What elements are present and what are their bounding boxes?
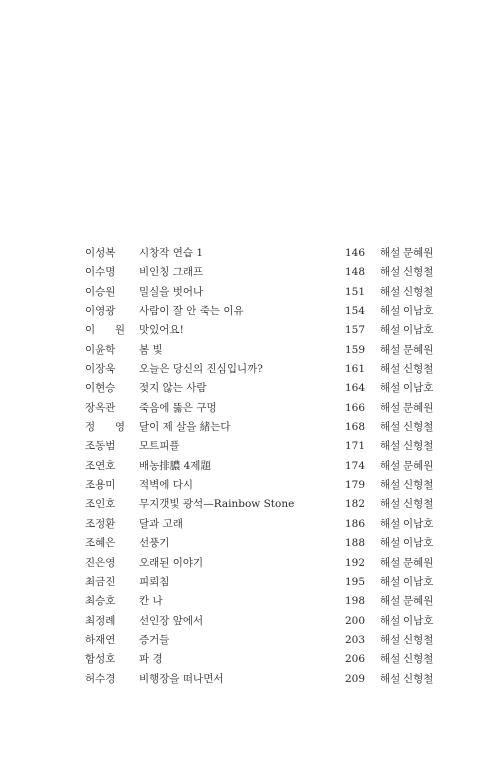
- entry-page-number: 192: [345, 556, 366, 569]
- entry-author: 조정환: [85, 517, 116, 530]
- entry-title: 오늘은 당신의 진심입니까?: [139, 363, 263, 376]
- entry-title: 오래된 이야기: [139, 556, 204, 569]
- commentary-label: 해설: [380, 498, 401, 511]
- toc-entry: [0, 418, 500, 437]
- commentator-name: 이남호: [403, 537, 434, 550]
- entry-page-number: 200: [345, 614, 366, 627]
- commentator-name: 문혜원: [403, 556, 434, 569]
- commentary-label: 해설: [380, 614, 401, 627]
- table-of-contents: [0, 244, 500, 689]
- entry-page-number: 159: [345, 343, 366, 356]
- entry-page-number: 179: [345, 479, 366, 492]
- entry-page-number: 148: [345, 266, 366, 279]
- entry-title: 달과 고래: [139, 517, 183, 530]
- commentator-name: 신형철: [403, 498, 434, 511]
- entry-author: 조연호: [85, 459, 116, 472]
- commentator-name: 이남호: [403, 305, 434, 318]
- commentator-name: 문혜원: [403, 459, 434, 472]
- commentator-name: 이남호: [403, 324, 434, 337]
- commentator-name: 신형철: [403, 363, 434, 376]
- commentary-label: 해설: [380, 343, 401, 356]
- commentary-label: 해설: [380, 305, 401, 318]
- entry-author: 조동범: [85, 440, 116, 453]
- commentator-name: 신형철: [403, 421, 434, 434]
- entry-author: 최정례: [85, 614, 116, 627]
- toc-entry: [0, 631, 500, 650]
- entry-page-number: 154: [345, 305, 366, 318]
- toc-entry: [0, 554, 500, 573]
- commentary-label: 해설: [380, 324, 401, 337]
- entry-author: 이윤학: [85, 343, 116, 356]
- commentary-label: 해설: [380, 479, 401, 492]
- entry-title: 죽음에 뚫은 구멍: [139, 401, 217, 414]
- toc-entry: [0, 515, 500, 534]
- entry-author: 정 영: [85, 421, 125, 434]
- entry-page-number: 174: [345, 459, 366, 472]
- entry-title: 칸 나: [139, 595, 163, 608]
- entry-title: 증거들: [139, 633, 170, 646]
- entry-author: 이영광: [85, 305, 116, 318]
- commentator-name: 문혜원: [403, 343, 434, 356]
- commentary-label: 해설: [380, 440, 401, 453]
- toc-entry: [0, 534, 500, 553]
- entry-author: 이승원: [85, 285, 116, 298]
- commentator-name: 신형철: [403, 479, 434, 492]
- commentary-label: 해설: [380, 653, 401, 666]
- entry-title: 파 경: [139, 653, 163, 666]
- entry-author: 조혜은: [85, 537, 116, 550]
- entry-page-number: 151: [345, 285, 366, 298]
- entry-title: 피뢰침: [139, 575, 170, 588]
- toc-entry: [0, 495, 500, 514]
- entry-author: 이 원: [85, 324, 125, 337]
- commentator-name: 신형철: [403, 653, 434, 666]
- commentator-name: 신형철: [403, 266, 434, 279]
- entry-page-number: 161: [345, 363, 366, 376]
- commentary-label: 해설: [380, 459, 401, 472]
- entry-title: 달이 제 살을 緒는다: [139, 421, 231, 434]
- commentary-label: 해설: [380, 421, 401, 434]
- entry-author: 최승호: [85, 595, 116, 608]
- entry-author: 조인호: [85, 498, 116, 511]
- commentary-label: 해설: [380, 382, 401, 395]
- entry-page-number: 203: [345, 633, 366, 646]
- entry-author: 이장욱: [85, 363, 116, 376]
- commentary-label: 해설: [380, 517, 401, 530]
- toc-entry: [0, 476, 500, 495]
- entry-page-number: 188: [345, 537, 366, 550]
- commentary-label: 해설: [380, 575, 401, 588]
- toc-entry: [0, 612, 500, 631]
- entry-page-number: 195: [345, 575, 366, 588]
- commentary-label: 해설: [380, 633, 401, 646]
- entry-title: 밀실을 벗어나: [139, 285, 204, 298]
- commentary-label: 해설: [380, 537, 401, 550]
- commentary-label: 해설: [380, 266, 401, 279]
- toc-entry: [0, 457, 500, 476]
- commentary-label: 해설: [380, 595, 401, 608]
- entry-author: 진은영: [85, 556, 116, 569]
- entry-author: 하재연: [85, 633, 116, 646]
- entry-author: 최금진: [85, 575, 116, 588]
- entry-title: 적벽에 다시: [139, 479, 194, 492]
- entry-page-number: 166: [345, 401, 366, 414]
- toc-entry: [0, 573, 500, 592]
- entry-page-number: 186: [345, 517, 366, 530]
- entry-page-number: 182: [345, 498, 366, 511]
- commentator-name: 이남호: [403, 382, 434, 395]
- entry-page-number: 146: [345, 247, 366, 259]
- toc-entry: [0, 321, 500, 340]
- entry-author: 이성복: [85, 247, 116, 259]
- commentary-label: 해설: [380, 556, 401, 569]
- entry-page-number: 168: [345, 421, 366, 434]
- commentator-name: 이남호: [403, 517, 434, 530]
- entry-title: 비행장을 떠나면서: [139, 672, 224, 685]
- entry-title: 선풍기: [139, 537, 170, 550]
- toc-entry: [0, 263, 500, 282]
- commentary-label: 해설: [380, 672, 401, 685]
- toc-entry: [0, 244, 500, 263]
- commentator-name: 신형철: [403, 633, 434, 646]
- entry-title: 비인칭 그래프: [139, 266, 204, 279]
- toc-entry: [0, 437, 500, 456]
- commentator-name: 문혜원: [403, 401, 434, 414]
- entry-author: 허수경: [85, 672, 116, 685]
- entry-title: 시창작 연습 1: [139, 247, 204, 259]
- entry-page-number: 171: [345, 440, 366, 453]
- toc-entry: [0, 670, 500, 689]
- entry-page-number: 157: [345, 324, 366, 337]
- entry-page-number: 198: [345, 595, 366, 608]
- commentary-label: 해설: [380, 401, 401, 414]
- toc-entry: [0, 399, 500, 418]
- entry-title: 맛있어요!: [139, 324, 184, 337]
- toc-entry: [0, 283, 500, 302]
- commentator-name: 이남호: [403, 575, 434, 588]
- commentator-name: 이남호: [403, 614, 434, 627]
- entry-author: 이수명: [85, 266, 116, 279]
- toc-entry: [0, 650, 500, 669]
- commentator-name: 신형철: [403, 440, 434, 453]
- commentary-label: 해설: [380, 363, 401, 376]
- entry-title: 젖지 않는 사람: [139, 382, 207, 395]
- entry-author: 장옥관: [85, 401, 116, 414]
- commentator-name: 신형철: [403, 672, 434, 685]
- entry-title: 봄 빛: [139, 343, 163, 356]
- entry-title: 선인장 앞에서: [139, 614, 204, 627]
- entry-page-number: 206: [345, 653, 366, 666]
- commentator-name: 문혜원: [403, 595, 434, 608]
- entry-title: 배농排膿 4제題: [139, 459, 211, 472]
- commentator-name: 신형철: [403, 285, 434, 298]
- entry-title: 사람이 잘 안 죽는 이유: [139, 305, 244, 318]
- commentator-name: 문혜원: [403, 247, 434, 259]
- entry-title: 무지갯빛 광석—Rainbow Stone: [139, 498, 295, 511]
- commentary-label: 해설: [380, 247, 401, 259]
- toc-entry: [0, 379, 500, 398]
- toc-entry: [0, 592, 500, 611]
- toc-entry: [0, 341, 500, 360]
- entry-title: 모트피플: [139, 440, 180, 453]
- toc-entry: [0, 302, 500, 321]
- toc-entry: [0, 360, 500, 379]
- entry-author: 이현승: [85, 382, 116, 395]
- entry-page-number: 164: [345, 382, 366, 395]
- entry-author: 함성호: [85, 653, 116, 666]
- commentary-label: 해설: [380, 285, 401, 298]
- entry-author: 조용미: [85, 479, 116, 492]
- entry-page-number: 209: [345, 672, 366, 685]
